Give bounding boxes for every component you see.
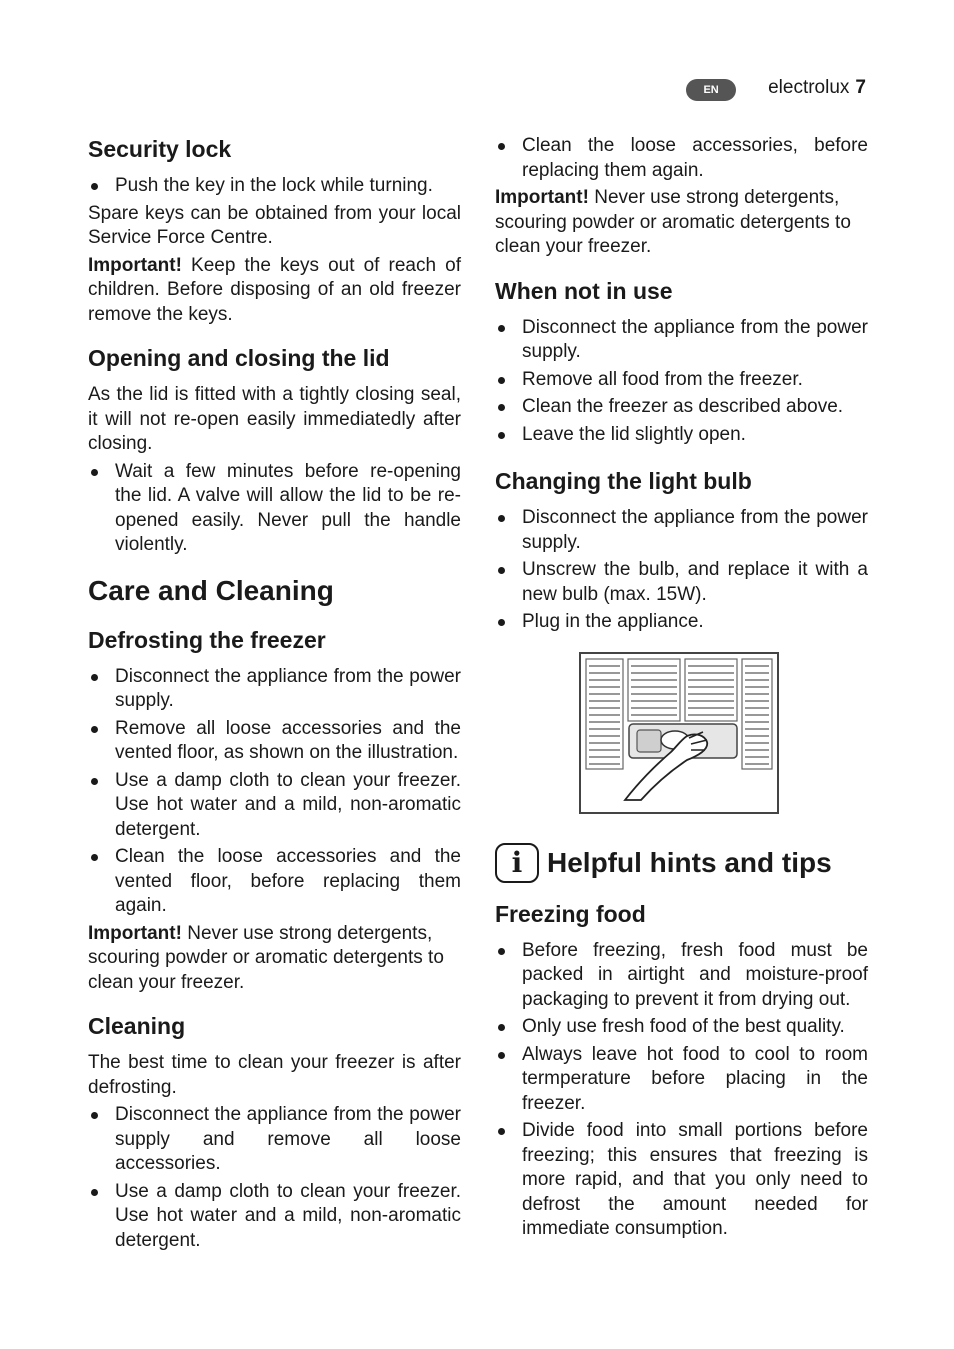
list-item: Use a damp cloth to clean your freezer. Use hot water and a mild, non-aromatic detergent. (88, 1180, 461, 1254)
cleaning-important-note (495, 186, 868, 260)
light-bulb-illustration (579, 652, 779, 814)
list-item: Remove all loose accessories and the vented floor, as shown on the illustration. (88, 717, 461, 766)
not-in-use-list (495, 316, 868, 448)
list-item: Before freezing, fresh food must be packed in airtight and moisture-proof packaging to prevent it from drying out. (495, 939, 868, 1013)
list-item: Leave the lid slightly open. (495, 423, 868, 448)
lid-text: As the lid is fitted with a tightly closing seal, it will not re-open easily immediatedly after closing. (88, 384, 461, 454)
opening-lid-heading: Opening and closing the lid (88, 345, 390, 371)
list-item: Clean the freezer as described above. (495, 395, 868, 420)
list-item: Wait a few minutes before re-opening the lid. A valve will allow the lid to be re-opened easily. Never pull the handle violently. (88, 460, 461, 558)
left-column (88, 134, 461, 1256)
helpful-hints-title: Helpful hints and tips (547, 846, 832, 878)
language-badge: EN (686, 79, 736, 101)
important-label: Important! (88, 254, 182, 276)
list-item: Disconnect the appliance from the power supply. (88, 665, 461, 714)
when-not-in-use-heading: When not in use (495, 277, 673, 304)
list-item: Use a damp cloth to clean your freezer. Use hot water and a mild, non-aromatic detergent. (88, 769, 461, 843)
list-item: Divide food into small portions before freezing; this ensures that freezing is more rapid, and that you only need to defrost the amount needed for immediate consumption. (495, 1119, 868, 1242)
important-text: Keep the keys out of reach of children. Before disposing of an old freezer remove the keys. (88, 254, 461, 325)
freezing-food-heading: Freezing food (495, 900, 646, 927)
light-bulb-heading: Changing the light bulb (495, 468, 752, 494)
lid-list (88, 460, 461, 558)
defrosting-heading: Defrosting the freezer (88, 626, 326, 653)
brand-name: electrolux (768, 77, 850, 98)
list-item: Disconnect the appliance from the power supply. (495, 506, 868, 555)
list-item: Only use fresh food of the best quality. (495, 1015, 868, 1040)
cleaning-list (88, 1103, 461, 1253)
care-cleaning-title: Care and Cleaning (88, 574, 334, 606)
defrosting-list (88, 665, 461, 919)
list-item: Plug in the appliance. (495, 610, 868, 635)
important-text: Never use strong detergents, scouring powder or aromatic detergents to clean your freezer. (495, 187, 851, 257)
list-item: Unscrew the bulb, and replace it with a new bulb (max. 15W). (495, 558, 868, 607)
important-label: Important! (88, 922, 182, 944)
important-text: Never use strong detergents, scouring powder or aromatic detergents to clean your freezer. (88, 922, 444, 993)
list-item: Disconnect the appliance from the power supply and remove all loose accessories. (88, 1103, 461, 1177)
important-label: Important! (495, 187, 589, 208)
security-important-note (88, 254, 461, 328)
info-icon: i (495, 843, 539, 883)
helpful-hints-header (495, 843, 868, 883)
list-item: Disconnect the appliance from the power supply. (495, 316, 868, 365)
page-number: 7 (855, 77, 866, 98)
cleaning-text: The best time to clean your freezer is after defrosting. (88, 1052, 461, 1098)
security-lock-list (88, 174, 461, 199)
list-item: Always leave hot food to cool to room termperature before placing in the freezer. (495, 1043, 868, 1117)
list-item: Push the key in the lock while turning. (88, 174, 461, 199)
list-item: Clean the loose accessories and the vented floor, before replacing them again. (88, 845, 461, 919)
spare-keys-text: Spare keys can be obtained from your local Service Force Centre. (88, 202, 461, 248)
list-item: Remove all food from the freezer. (495, 368, 868, 393)
page-header (686, 75, 866, 101)
cleaning-heading: Cleaning (88, 1013, 186, 1039)
light-bulb-list (495, 506, 868, 635)
security-lock-heading: Security lock (88, 136, 232, 162)
freezing-food-list (495, 939, 868, 1242)
right-column (495, 134, 868, 1245)
list-item: Clean the loose accessories, before replacing them again. (495, 134, 868, 183)
defrost-important-note (88, 922, 461, 996)
cleaning-list-continued (495, 134, 868, 183)
